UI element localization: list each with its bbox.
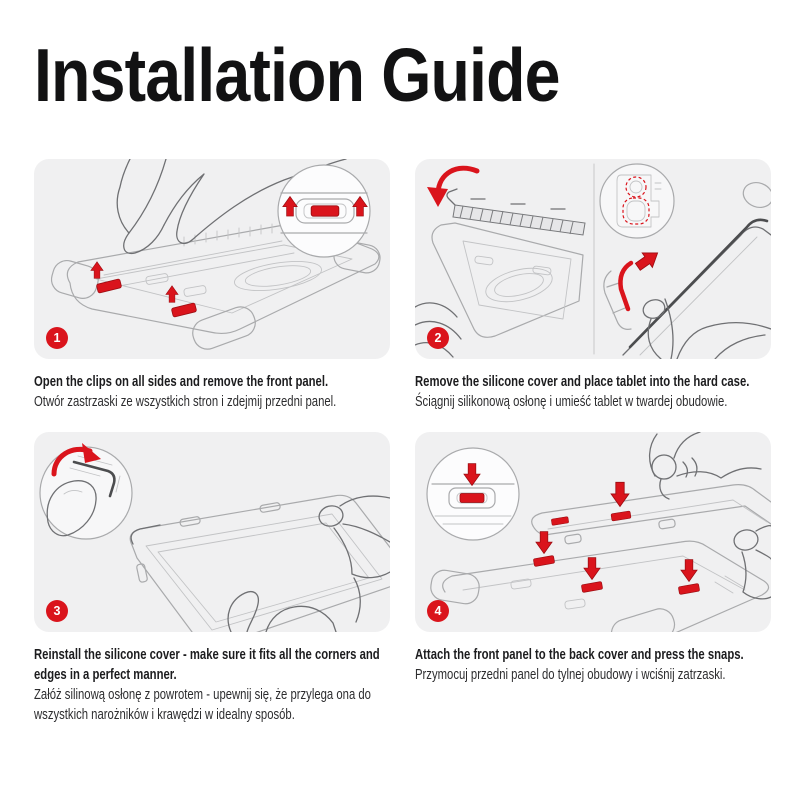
snap-arrows: [533, 482, 699, 594]
up-arrow-icon: [91, 262, 103, 279]
step-3-caption: [34, 645, 390, 725]
caption-en: Reinstall the silicone cover - make sure it fits all the corners and edges in a perfect manner.: [34, 647, 380, 683]
step-1-illustration-panel: [34, 159, 390, 359]
down-arrow-icon: [681, 560, 697, 582]
step-badge: 4: [427, 600, 449, 622]
down-arrow-icon: [584, 558, 600, 580]
hard-case: [432, 223, 583, 337]
case-corner: [604, 246, 663, 330]
red-clip: [460, 494, 484, 503]
silicone-cover-peel: [447, 189, 585, 235]
caption-en: Remove the silicone cover and place tablet into the hard case.: [415, 374, 750, 390]
step-4: [415, 432, 771, 725]
step-1-caption: [34, 372, 390, 412]
steps-grid: [34, 159, 772, 725]
red-clip: [551, 517, 569, 526]
step-2-caption: [415, 372, 771, 412]
down-arrow-icon: [536, 532, 552, 554]
red-clip: [611, 511, 631, 521]
step-badge: 3: [46, 600, 68, 622]
snap-inset: [427, 448, 519, 540]
caption-pl: Ściągnij silikonową osłonę i umieść tablet w twardej obudowie.: [415, 394, 728, 410]
up-arrow-icon: [166, 286, 178, 303]
insert-arrow-icon: [633, 246, 663, 274]
red-clip: [533, 555, 554, 566]
caption-en: Open the clips on all sides and remove the front panel.: [34, 374, 329, 390]
caption-pl: Przymocuj przedni panel do tylnej obudowy i wciśnij zatrzaski.: [415, 667, 726, 683]
page-title: Installation Guide: [34, 33, 560, 117]
step-2: [415, 159, 771, 412]
front-panel: [532, 485, 771, 545]
red-clip: [581, 581, 602, 592]
red-clip: [171, 303, 196, 318]
step-3: [34, 432, 390, 725]
reinstall-cover-illustration: [34, 432, 390, 632]
attach-panel-illustration: [415, 432, 771, 632]
red-clip: [96, 279, 121, 294]
camera-inset: [600, 164, 674, 238]
step-badge: 1: [46, 327, 68, 349]
magnifier-inset: [278, 165, 370, 257]
caption-pl: Załóż silinową osłonę z powrotem - upewnij się, że przylega ona do wszystkich narożników i krawędzi w idealny sposób.: [34, 687, 371, 723]
right-hand: [641, 297, 771, 359]
step-1: [34, 159, 390, 412]
step-2-illustration-panel: [415, 159, 771, 359]
caption-pl: Otwór zastrzaski ze wszystkich stron i zdejmij przedni panel.: [34, 394, 337, 410]
corner-inset: [40, 443, 132, 539]
remove-cover-illustration: [415, 159, 771, 359]
step-3-illustration-panel: [34, 432, 390, 632]
right-hand: [732, 526, 771, 599]
step-4-illustration-panel: [415, 432, 771, 632]
red-clip: [678, 583, 699, 594]
step-4-caption: [415, 645, 771, 685]
step-badge: 2: [427, 327, 449, 349]
caption-en: Attach the front panel to the back cover and press the snaps.: [415, 647, 744, 663]
open-clips-illustration: [34, 159, 390, 359]
red-clip: [311, 206, 339, 216]
